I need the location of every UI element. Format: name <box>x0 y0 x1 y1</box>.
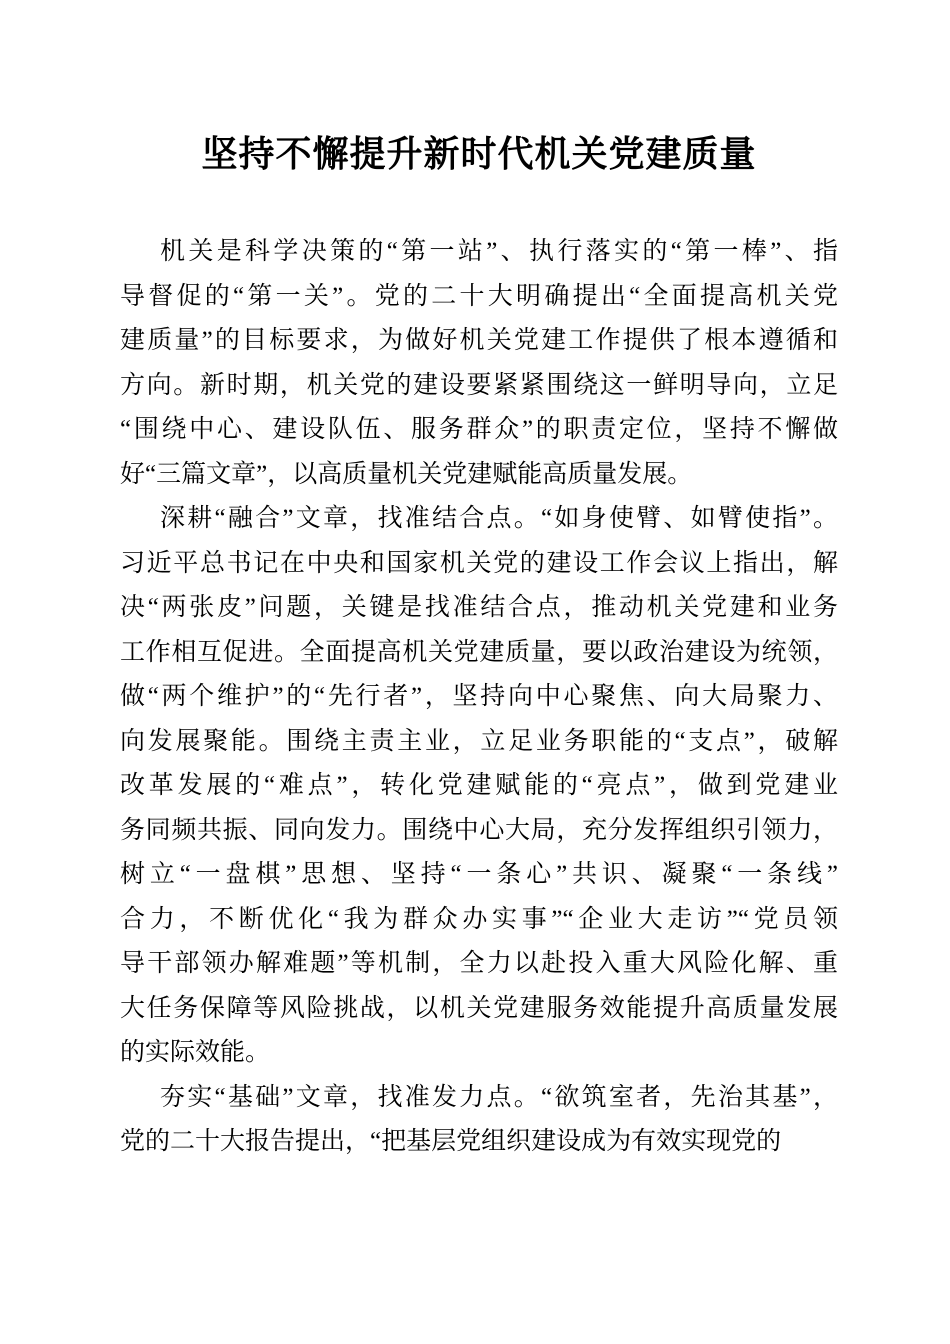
paragraph <box>120 1076 838 1165</box>
text-line: 导督促的“第一关”。党的二十大明确提出“全面提高机关党 <box>120 282 838 310</box>
text-line: 的实际效能。 <box>120 1039 271 1066</box>
text-line: 好“三篇文章”，以高质量机关党建赋能高质量发展。 <box>120 460 693 488</box>
text-line: 务同频共振、同向发力。围绕中心大局，充分发挥组织引领力， <box>120 816 838 844</box>
text-line: “围绕中心、建设队伍、服务群众”的职责定位，坚持不懈做 <box>120 416 838 443</box>
text-line: 工作相互促进。全面提高机关党建质量，要以政治建设为统领， <box>120 638 838 666</box>
text-line: 习近平总书记在中央和国家机关党的建设工作会议上指出，解 <box>120 549 838 577</box>
text-line: 党的二十大报告提出，“把基层党组织建设成为有效实现党的 <box>120 1128 782 1155</box>
text-line: 建质量”的目标要求，为做好机关党建工作提供了根本遵循和 <box>120 327 838 354</box>
text-line: 改革发展的“难点”，转化党建赋能的“亮点”，做到党建业 <box>120 772 838 799</box>
text-line: 决“两张皮”问题，关键是找准结合点，推动机关党建和业务 <box>120 594 838 621</box>
paragraph <box>120 497 838 1076</box>
text-line: 做“两个维护”的“先行者”，坚持向中心聚焦、向大局聚力、 <box>120 683 838 710</box>
text-line: 机关是科学决策的“第一站”、执行落实的“第一棒”、指 <box>160 238 838 265</box>
text-line: 大任务保障等风险挑战，以机关党建服务效能提升高质量发展 <box>120 994 838 1022</box>
text-line: 合力，不断优化“我为群众办实事”“企业大走访”“党员领 <box>120 905 838 933</box>
text-line: 向发展聚能。围绕主责主业，立足业务职能的“支点”，破解 <box>120 727 838 755</box>
document-content <box>120 0 838 1165</box>
text-line: 导干部领办解难题”等机制，全力以赴投入重大风险化解、重 <box>120 950 838 977</box>
document-title: 坚持不懈提升新时代机关党建质量 <box>201 134 757 174</box>
text-line: 深耕“融合”文章，找准结合点。“如身使臂、如臂使指”。 <box>160 505 838 532</box>
text-line: 夯实“基础”文章，找准发力点。“欲筑室者，先治其基”， <box>160 1083 838 1111</box>
text-line: 方向。新时期，机关党的建设要紧紧围绕这一鲜明导向，立足 <box>120 371 838 399</box>
text-line: 树立“一盘棋”思想、坚持“一条心”共识、凝聚“一条线” <box>120 861 838 888</box>
document-body <box>120 230 838 1165</box>
paragraph <box>120 230 838 497</box>
